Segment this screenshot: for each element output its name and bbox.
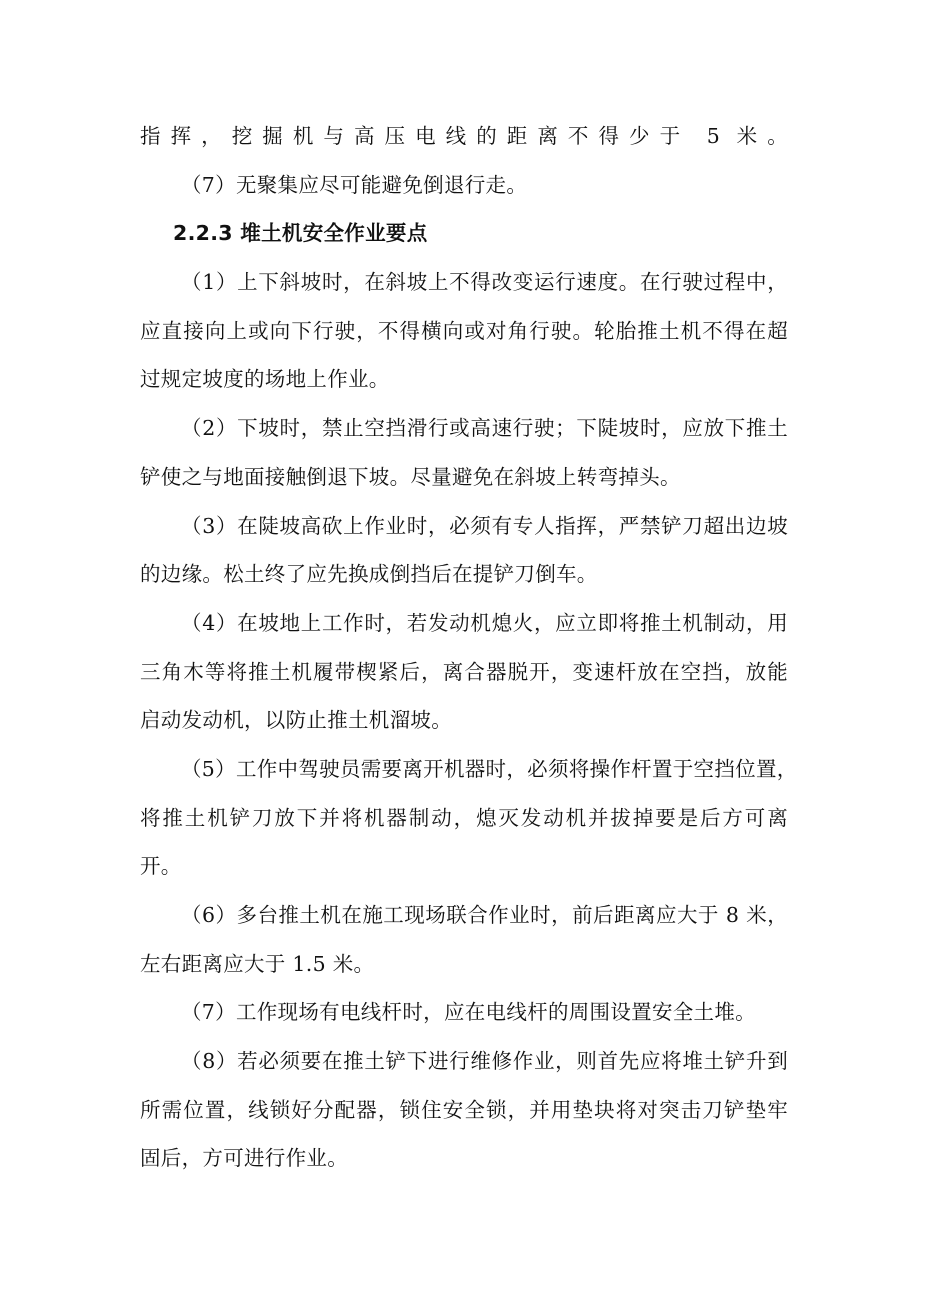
paragraph-line: （7）工作现场有电线杆时，应在电线杆的周围设置安全土堆。	[181, 1000, 756, 1025]
paragraph-line: 的边缘。松土终了应先换成倒挡后在提铲刀倒车。	[140, 562, 598, 587]
paragraph-line: 启动发动机，以防止推土机溜坡。	[140, 708, 452, 733]
paragraph-line: 所需位置，线锁好分配器，锁住安全锁，并用垫块将对突击刀铲垫牢	[140, 1097, 788, 1122]
paragraph-line: （1）上下斜坡时，在斜坡上不得改变运行速度。在行驶过程中，	[181, 270, 788, 295]
paragraph-line: 指挥，挖掘机与高压电线的距离不得少于 5 米。	[140, 124, 788, 148]
paragraph-line: 固后，方可进行作业。	[140, 1146, 348, 1171]
paragraph-line: （3）在陡坡高砍上作业时，必须有专人指挥，严禁铲刀超出边坡	[181, 513, 788, 538]
paragraph-line: （6）多台推土机在施工现场联合作业时，前后距离应大于 8 米，	[181, 903, 788, 927]
document-page	[140, 112, 798, 1183]
paragraph-line: 将推土机铲刀放下并将机器制动，熄灭发动机并拔掉要是后方可离	[140, 805, 788, 830]
section-heading: 2.2.3 堆土机安全作业要点	[173, 221, 428, 246]
paragraph-line: 铲使之与地面接触倒退下坡。尽量避免在斜坡上转弯掉头。	[140, 464, 681, 489]
paragraph-line: （5）工作中驾驶员需要离开机器时，必须将操作杆置于空挡位置，	[181, 756, 798, 781]
paragraph-line: 左右距离应大于 1.5 米。	[140, 951, 375, 976]
paragraph-line: （2）下坡时，禁止空挡滑行或高速行驶；下陡坡时，应放下推土	[181, 416, 788, 441]
paragraph-line: 开。	[140, 854, 182, 879]
paragraph-line: 过规定坡度的场地上作业。	[140, 367, 390, 392]
paragraph-line: （7）无聚集应尽可能避免倒退行走。	[181, 172, 528, 197]
paragraph-line: 三角木等将推土机履带楔紧后，离合器脱开，变速杆放在空挡，放能	[140, 659, 788, 684]
paragraph-line: （8）若必须要在推土铲下进行维修作业，则首先应将堆土铲升到	[181, 1049, 788, 1074]
paragraph-line: 应直接向上或向下行驶，不得横向或对角行驶。轮胎推土机不得在超	[140, 318, 788, 343]
paragraph-line: （4）在坡地上工作时，若发动机熄火，应立即将推土机制动，用	[181, 610, 788, 635]
